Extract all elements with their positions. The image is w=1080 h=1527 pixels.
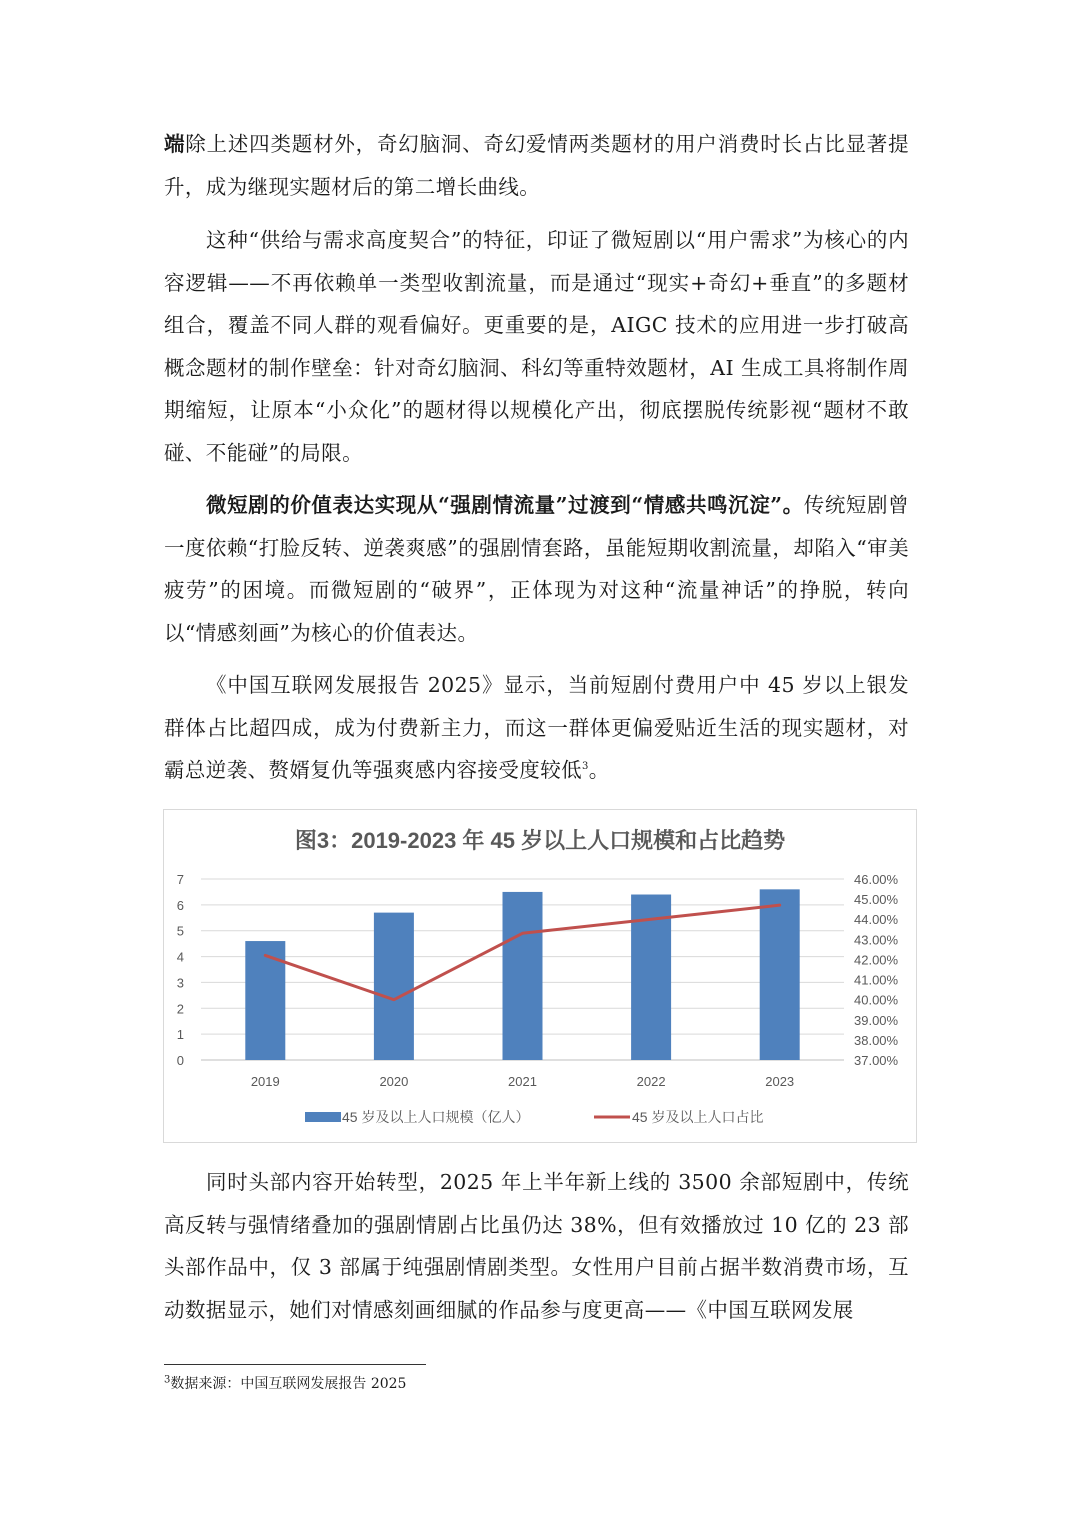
x-tick-label: 2023 (765, 1074, 795, 1089)
x-tick-label: 2020 (379, 1074, 409, 1089)
footnote-text: 数据来源：中国互联网发展报告 2025 (170, 1376, 407, 1392)
y-right-tick-label: 37.00% (854, 1053, 899, 1068)
paragraph-1 (164, 123, 909, 208)
paragraph-5: 同时头部内容开始转型，2025 年上半年新上线的 3500 余部短剧中，传统高反转与强情绪叠加的强剧情剧占比虽仍达 38%，但有效播放过 10 亿的 23 部头部作品中，仅 3 部属于纯强剧情剧类型。女性用户目前占据半数消费市场，互动数据显示，她们对情感刻画细腻的作品参与度更高——《中国互联网发展 (164, 1170, 909, 1322)
x-tick-label: 2022 (636, 1074, 666, 1089)
x-tick-label: 2021 (508, 1074, 537, 1089)
y-right-tick-label: 39.00% (854, 1012, 899, 1028)
paragraph-4 (164, 664, 909, 792)
y-right-tick-label: 44.00% (854, 912, 899, 928)
bar-2020 (374, 913, 414, 1060)
legend-line-label: 45 岁及以上人口占比 (632, 1109, 764, 1125)
y-right-tick-label: 40.00% (854, 992, 899, 1008)
y-right-tick-label: 42.00% (854, 952, 899, 968)
chart-svg (164, 810, 916, 1142)
y-right-tick-label: 46.00% (854, 872, 899, 887)
y-right-tick-label: 43.00% (854, 932, 899, 948)
footnote-mark: 3 (164, 1374, 171, 1386)
paragraph-3 (164, 484, 909, 654)
bar-2023 (760, 889, 800, 1060)
y-left-tick-label: 4 (176, 949, 184, 965)
paragraph-3-bold-lead: 微短剧的价值表达实现从“强剧情流量”过渡到“情感共鸣沉淀”。 (206, 493, 804, 517)
y-left-tick-label: 2 (176, 1001, 184, 1017)
y-left-tick-label: 5 (176, 923, 184, 939)
chart-figure (163, 809, 917, 1143)
y-left-tick-label: 3 (176, 975, 184, 991)
footnote (164, 1374, 406, 1394)
chart-title: 图3：2019-2023 年 45 岁以上人口规模和占比趋势 (294, 828, 786, 853)
paragraph-3-text: 传统短剧曾一度依赖“打脸反转、逆袭爽感”的强剧情套路，虽能短期收割流量，却陷入“审美疲劳”的困境。而微短剧的“破界”，正体现为对这种“流量神话”的挣脱，转向以“情感刻画”为核心的价值表达。 (164, 493, 909, 645)
legend-bar-label: 45 岁及以上人口规模（亿人） (342, 1109, 530, 1125)
legend-bar-swatch (305, 1112, 341, 1122)
footnote-divider (164, 1364, 426, 1365)
y-left-tick-label: 0 (176, 1053, 184, 1068)
y-left-tick-label: 1 (176, 1027, 184, 1043)
paragraph-4-end: 。 (588, 758, 610, 782)
x-tick-label: 2019 (250, 1074, 280, 1089)
bar-2021 (503, 892, 543, 1060)
paragraph-1-lead: 端 (164, 132, 186, 156)
footnote-ref: 3 (582, 761, 589, 773)
paragraph-4-text: 《中国互联网发展报告 2025》显示，当前短剧付费用户中 45 岁以上银发群体占比超四成，成为付费新主力，而这一群体更偏爱贴近生活的现实题材，对霸总逆袭、赘婿复仇等强爽感内容接受度较低 (164, 673, 909, 782)
paragraph-2: 这种“供给与需求高度契合”的特征，印证了微短剧以“用户需求”为核心的内容逻辑——不再依赖单一类型收割流量，而是通过“现实+奇幻+垂直”的多题材组合，覆盖不同人群的观看偏好。更重要的是，AIGC 技术的应用进一步打破高概念题材的制作壁垒：针对奇幻脑洞、科幻等重特效题材，AI 生成工具将制作周期缩短，让原本“小众化”的题材得以规模化产出，彻底摆脱传统影视“题材不敢碰、不能碰”的局限。 (164, 228, 909, 465)
paragraph-1-text: 除上述四类题材外，奇幻脑洞、奇幻爱情两类题材的用户消费时长占比显著提升，成为继现实题材后的第二增长曲线。 (164, 132, 909, 199)
y-left-tick-label: 6 (176, 897, 184, 913)
y-right-tick-label: 45.00% (854, 892, 899, 908)
y-right-tick-label: 41.00% (854, 972, 899, 988)
y-right-tick-label: 38.00% (854, 1032, 899, 1048)
y-left-tick-label: 7 (176, 872, 184, 887)
